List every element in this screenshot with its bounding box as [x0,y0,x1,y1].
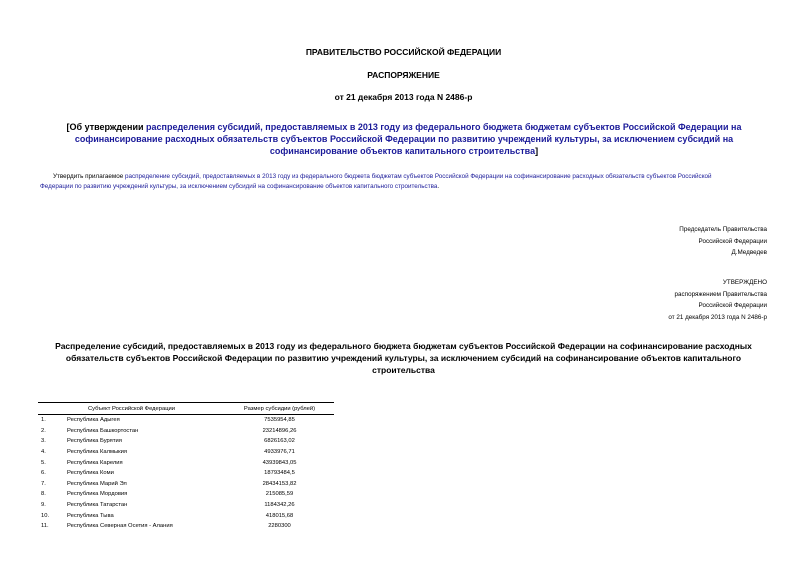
row-amount: 7535954,85 [264,417,295,424]
table-row [38,457,334,468]
approval-label: УТВЕРЖДЕНО [722,279,767,286]
row-number: 11. [41,523,49,530]
row-subject: Республика Адыгея [67,417,120,424]
row-subject: Республика Карелия [67,459,123,466]
row-amount: 28434153,82 [262,480,297,487]
row-amount: 43939843,05 [262,459,297,466]
table-row [38,426,334,437]
row-amount: 23214896,26 [262,427,297,434]
subsidy-table [38,402,334,532]
signature-organization: Российской Федерации [698,237,767,245]
table-row [38,468,334,479]
row-number: 8. [41,491,46,498]
row-amount: 18793484,5 [264,470,295,477]
document-title [64,121,744,157]
approval-organization: Российской Федерации [698,302,767,309]
distribution-title: Распределение субсидий, предоставляемых в 2013 году из федерального бюджета бюджетам субъектов Российской Федерации на софинансирование расходных обязательств субъектов Российской Федерации по развитию учреждений культуры, за исключением субсидий на софинансирование объектов капитального строительства [55,341,752,375]
order-paragraph [40,172,745,192]
row-number: 6. [41,470,46,477]
row-number: 4. [41,449,46,456]
signature-position: Председатель Правительства [679,226,767,233]
paragraph-link[interactable]: распределение субсидий, предоставляемых в 2013 году из федерального бюджета бюджетам субъектов Российской Федерации на софинансирование расходных обязательств субъектов Российской Федерации по развитию учреждений культуры, за исключением субсидий на софинансирование объектов капитального строительства [40,173,712,190]
row-number: 5. [41,459,46,466]
signature-block [679,224,767,259]
row-number: 1. [41,417,46,424]
row-subject: Республика Бурятия [67,438,122,445]
row-subject: Республика Марий Эл [67,480,127,487]
table-row [38,500,334,511]
paragraph-suffix: . [437,183,440,190]
row-number: 2. [41,427,46,434]
table-row [38,436,334,447]
table-row [38,521,334,532]
table-row [38,447,334,458]
row-subject: Республика Башкортостан [67,427,139,434]
table-row [38,415,334,426]
table-header-row [38,403,334,415]
row-number: 7. [41,480,46,487]
row-subject: Республика Северная Осетия - Алания [67,523,173,530]
row-amount: 1184342,26 [264,502,295,509]
row-subject: Республика Татарстан [67,502,128,509]
row-subject: Республика Тыва [67,512,114,519]
row-amount: 6826163,02 [264,438,295,445]
government-heading: ПРАВИТЕЛЬСТВО РОССИЙСКОЙ ФЕДЕРАЦИИ [305,47,502,57]
column-header-amount: Размер субсидии (рублей) [225,403,334,415]
title-suffix: ] [535,146,539,156]
document-type-heading: РАСПОРЯЖЕНИЕ [367,70,440,80]
table-row [38,479,334,490]
title-prefix: [Об утверждении [66,122,147,132]
approval-block [668,277,767,323]
paragraph-prefix: Утвердить прилагаемое [53,173,125,180]
row-amount: 418015,68 [265,512,294,519]
row-subject: Республика Коми [67,470,114,477]
document-date-number: от 21 декабря 2013 года N 2486-р [334,92,473,102]
table-row [38,510,334,521]
row-amount: 4933976,71 [264,449,295,456]
signature-name: Д.Медведев [731,249,767,256]
row-number: 10. [41,512,50,519]
approval-date: от 21 декабря 2013 года N 2486-р [668,313,767,321]
row-amount: 215085,59 [265,491,294,498]
row-amount: 2280300 [268,523,291,530]
row-subject: Республика Калмыкия [67,449,128,456]
row-number: 9. [41,502,46,509]
column-header-subject: Субъект Российской Федерации [38,403,225,415]
table-row [38,489,334,500]
row-number: 3. [41,438,46,445]
row-subject: Республика Мордовия [67,491,128,498]
title-link[interactable]: распределения субсидий, предоставляемых в 2013 году из федерального бюджета бюджетам субъектов Российской Федерации на софинансирование расходных обязательств субъектов Российской Федерации по развитию учреждений культуры, за исключением субсидий на софинансирование объектов капитального строительства [74,122,742,156]
approval-by: распоряжением Правительства [674,290,767,298]
